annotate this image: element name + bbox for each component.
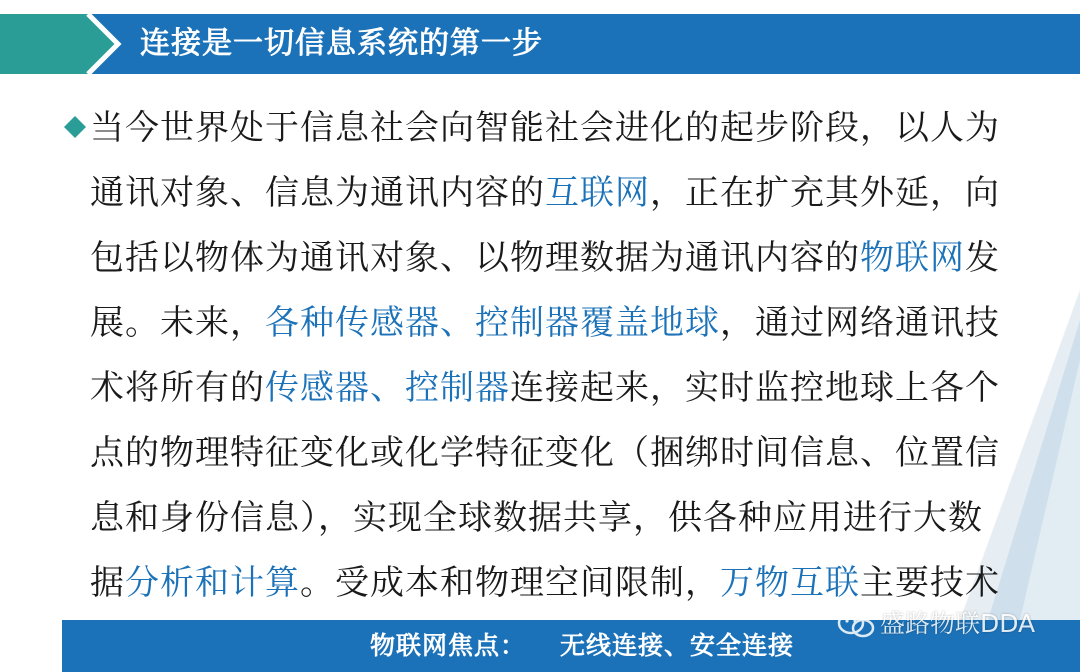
text-line: [90, 421, 1050, 486]
wechat-icon: [836, 610, 876, 640]
chevron-right-icon: [76, 14, 136, 74]
text-line: [90, 291, 1050, 356]
body-paragraph: [90, 96, 1050, 616]
footer-value: 无线连接、安全连接: [560, 631, 795, 660]
text-line: [90, 96, 1050, 161]
text-segment: 术将所有的: [90, 368, 265, 408]
text-segment: 主要技术: [860, 563, 1000, 603]
text-segment: 当今世界处于信息社会向智能社会进化的起步阶段，以人为: [90, 108, 1000, 148]
text-segment: 。受成本和物理空间限制，: [300, 563, 720, 603]
footer-focus: [370, 620, 794, 672]
text-line: [90, 356, 1050, 421]
text-line: [90, 486, 1050, 551]
highlighted-term: 分析和计算: [125, 563, 300, 603]
text-segment: 包括以物体为通讯对象、以物理数据为通讯内容的: [90, 238, 860, 278]
text-segment: 连接起来，实时监控地球上各个: [510, 368, 1000, 408]
text-line: [90, 161, 1050, 226]
highlighted-term: 物联网: [860, 238, 965, 278]
text-segment: 展。未来，: [90, 303, 265, 343]
highlighted-term: 互联网: [545, 173, 650, 213]
text-segment: 发: [965, 238, 1000, 278]
text-line: [90, 226, 1050, 291]
footer-label: 物联网焦点：: [370, 631, 527, 660]
page-title: 连接是一切信息系统的第一步: [140, 26, 543, 61]
text-segment: ，通过网络通讯技: [720, 303, 1000, 343]
watermark-text: 盛路物联DDA: [880, 609, 1036, 638]
text-segment: 息和身份信息），实现全球数据共享，供各种应用进行大数: [90, 498, 983, 538]
text-segment: ，正在扩充其外延，向: [650, 173, 1000, 213]
text-segment: 点的物理特征变化或化学特征变化（捆绑时间信息、位置信: [90, 433, 1000, 473]
watermark: [836, 606, 1035, 642]
text-segment: 通讯对象、信息为通讯内容的: [90, 173, 545, 213]
highlighted-term: 传感器、控制器: [265, 368, 510, 408]
header-banner: [0, 14, 1080, 74]
highlighted-term: 万物互联: [720, 563, 860, 603]
diamond-bullet-icon: [64, 116, 86, 138]
text-segment: 据: [90, 563, 125, 603]
highlighted-term: 各种传感器、控制器覆盖地球: [265, 303, 720, 343]
